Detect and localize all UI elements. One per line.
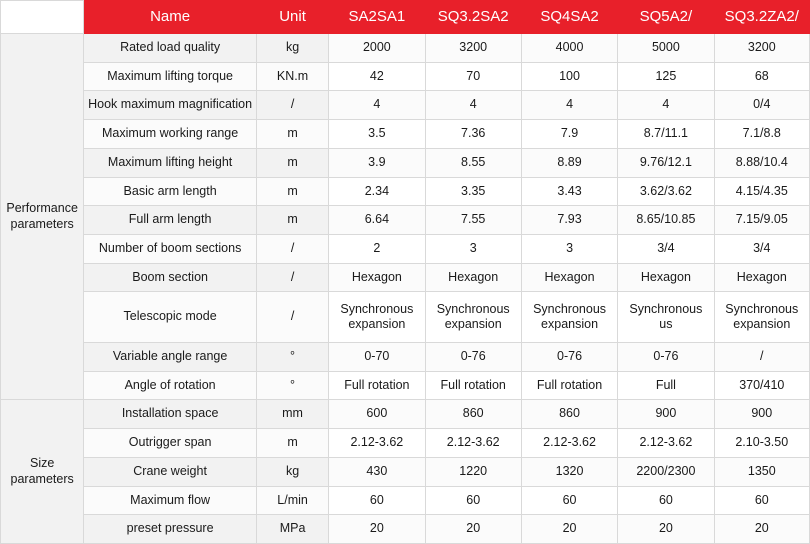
table-row [1,235,810,264]
table-row [1,62,810,91]
table-row [1,342,810,371]
row-unit-cell: kg [256,457,328,486]
row-value-cell: 3.5 [329,120,425,149]
row-name-cell: Number of boom sections [84,235,257,264]
row-value-cell: 2.10-3.50 [714,429,809,458]
row-unit-cell: m [256,120,328,149]
row-value-cell: 0-76 [521,342,617,371]
row-unit-cell: / [256,91,328,120]
row-value-cell: 4 [521,91,617,120]
row-value-cell: 60 [618,486,714,515]
row-value-cell: 20 [714,515,809,544]
row-value-cell: 7.1/8.8 [714,120,809,149]
row-value-cell: Full [618,371,714,400]
row-value-cell: 3.43 [521,177,617,206]
table-row [1,429,810,458]
row-value-cell: 8.65/10.85 [618,206,714,235]
row-value-cell: 70 [425,62,521,91]
row-value-cell: 7.36 [425,120,521,149]
table-row [1,148,810,177]
row-value-cell: 3/4 [714,235,809,264]
row-value-cell: 370/410 [714,371,809,400]
column-header-model-3: SQ4SA2 [521,1,617,34]
row-value-cell: 125 [618,62,714,91]
row-name-cell: Hook maximum magnification [84,91,257,120]
column-header-model-4: SQ5A2/ [618,1,714,34]
row-unit-cell: ° [256,371,328,400]
row-value-cell: 2.34 [329,177,425,206]
table-row [1,457,810,486]
row-unit-cell: m [256,148,328,177]
row-value-cell: 430 [329,457,425,486]
row-value-cell: 0/4 [714,91,809,120]
row-value-cell: 0-76 [425,342,521,371]
row-value-cell: 4 [618,91,714,120]
row-value-cell: 7.55 [425,206,521,235]
row-value-cell: 7.15/9.05 [714,206,809,235]
row-value-cell: 8.55 [425,148,521,177]
row-value-cell: 900 [714,400,809,429]
row-value-cell: 9.76/12.1 [618,148,714,177]
row-value-cell: 2000 [329,34,425,63]
table-row [1,515,810,544]
row-value-cell: / [714,342,809,371]
row-unit-cell: m [256,177,328,206]
column-header-model-2: SQ3.2SA2 [425,1,521,34]
row-unit-cell: m [256,429,328,458]
row-name-cell: Maximum flow [84,486,257,515]
table-row [1,263,810,292]
row-value-cell: 8.7/11.1 [618,120,714,149]
column-header-unit: Unit [256,1,328,34]
row-unit-cell: m [256,206,328,235]
row-value-cell: 3200 [425,34,521,63]
row-value-cell: 6.64 [329,206,425,235]
row-name-cell: Basic arm length [84,177,257,206]
row-value-cell: 42 [329,62,425,91]
row-name-cell: Installation space [84,400,257,429]
row-value-cell: 860 [521,400,617,429]
row-value-cell: 20 [618,515,714,544]
row-value-cell: 4000 [521,34,617,63]
row-value-cell: 1220 [425,457,521,486]
table-row [1,120,810,149]
table-row [1,177,810,206]
row-unit-cell: MPa [256,515,328,544]
row-value-cell: Synchronous expansion [329,292,425,342]
row-name-cell: Boom section [84,263,257,292]
row-value-cell: Hexagon [714,263,809,292]
row-name-cell: Variable angle range [84,342,257,371]
row-value-cell: 0-70 [329,342,425,371]
row-value-cell: 68 [714,62,809,91]
row-value-cell: 60 [329,486,425,515]
row-value-cell: 2.12-3.62 [521,429,617,458]
row-name-cell: Maximum lifting height [84,148,257,177]
row-unit-cell: ° [256,342,328,371]
row-name-cell: Angle of rotation [84,371,257,400]
row-name-cell: Maximum lifting torque [84,62,257,91]
table-row [1,34,810,63]
row-value-cell: 900 [618,400,714,429]
row-name-cell: Maximum working range [84,120,257,149]
table-body [1,34,810,544]
row-unit-cell: L/min [256,486,328,515]
row-value-cell: Hexagon [425,263,521,292]
row-value-cell: 5000 [618,34,714,63]
row-value-cell: 20 [329,515,425,544]
row-unit-cell: KN.m [256,62,328,91]
row-value-cell: Synchronous expansion [521,292,617,342]
row-value-cell: 3 [521,235,617,264]
row-value-cell: Hexagon [618,263,714,292]
column-header-model-1: SA2SA1 [329,1,425,34]
row-value-cell: 4 [425,91,521,120]
row-value-cell: 0-76 [618,342,714,371]
row-value-cell: 8.89 [521,148,617,177]
row-value-cell: Synchronous expansion [714,292,809,342]
row-value-cell: 60 [521,486,617,515]
row-value-cell: Full rotation [329,371,425,400]
row-value-cell: 2 [329,235,425,264]
row-name-cell: preset pressure [84,515,257,544]
row-value-cell: 4.15/4.35 [714,177,809,206]
group-label-cell: Size parameters [1,400,84,544]
row-name-cell: Crane weight [84,457,257,486]
row-value-cell: 3.35 [425,177,521,206]
table-header-row [1,1,810,34]
row-value-cell: Synchronous us [618,292,714,342]
row-value-cell: 860 [425,400,521,429]
row-value-cell: 1320 [521,457,617,486]
row-value-cell: 60 [425,486,521,515]
row-name-cell: Outrigger span [84,429,257,458]
table-row [1,371,810,400]
row-value-cell: 60 [714,486,809,515]
row-name-cell: Telescopic mode [84,292,257,342]
row-value-cell: Full rotation [521,371,617,400]
row-value-cell: 8.88/10.4 [714,148,809,177]
row-value-cell: Synchronous expansion [425,292,521,342]
row-value-cell: 3 [425,235,521,264]
row-unit-cell: kg [256,34,328,63]
row-value-cell: 7.93 [521,206,617,235]
row-name-cell: Full arm length [84,206,257,235]
table-row [1,91,810,120]
row-value-cell: 20 [425,515,521,544]
row-value-cell: 7.9 [521,120,617,149]
row-name-cell: Rated load quality [84,34,257,63]
row-unit-cell: / [256,235,328,264]
row-unit-cell: / [256,292,328,342]
row-value-cell: 20 [521,515,617,544]
row-unit-cell: / [256,263,328,292]
row-value-cell: 600 [329,400,425,429]
header-corner-cell [1,1,84,34]
row-value-cell: 3200 [714,34,809,63]
row-unit-cell: mm [256,400,328,429]
table-row [1,400,810,429]
row-value-cell: 2.12-3.62 [618,429,714,458]
row-value-cell: 100 [521,62,617,91]
row-value-cell: 2.12-3.62 [425,429,521,458]
table-row [1,292,810,342]
row-value-cell: 2.12-3.62 [329,429,425,458]
row-value-cell: Full rotation [425,371,521,400]
row-value-cell: 2200/2300 [618,457,714,486]
row-value-cell: Hexagon [521,263,617,292]
column-header-name: Name [84,1,257,34]
row-value-cell: 3.9 [329,148,425,177]
table-row [1,206,810,235]
group-label-cell: Performance parameters [1,34,84,400]
row-value-cell: 3.62/3.62 [618,177,714,206]
row-value-cell: Hexagon [329,263,425,292]
row-value-cell: 4 [329,91,425,120]
row-value-cell: 1350 [714,457,809,486]
column-header-model-5: SQ3.2ZA2/ [714,1,809,34]
table-row [1,486,810,515]
row-value-cell: 3/4 [618,235,714,264]
